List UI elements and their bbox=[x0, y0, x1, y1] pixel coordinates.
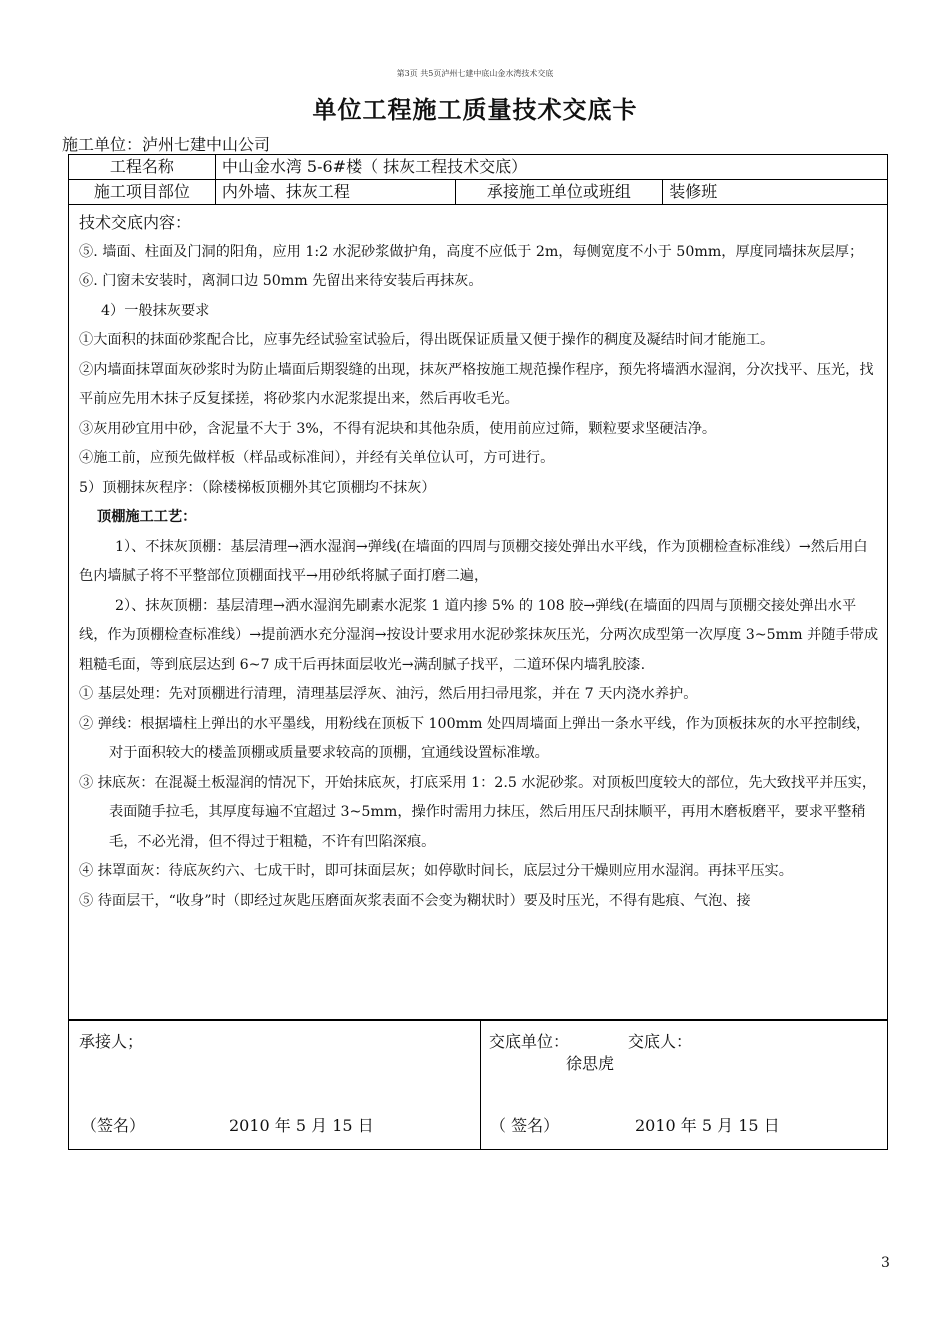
issuer-date: 2010 年 5 月 15 日 bbox=[635, 1116, 780, 1135]
content-line: ④ 抹罩面灰：待底灰约六、七成干时，即可抹面层灰；如停歇时间长，底层过分干燥则应用水湿润。再抹平压实。 bbox=[79, 863, 793, 879]
project-name-value: 中山金水湾 5-6#楼（ 抹灰工程技术交底） bbox=[215, 155, 887, 180]
content-line: ④施工前，应预先做样板（样品或标准间），并经有关单位认可，方可进行。 bbox=[79, 450, 555, 466]
team-label: 承接施工单位或班组 bbox=[455, 180, 663, 205]
header-note: 第3页 共5页泸州七建中底山金水湾技术交底 bbox=[396, 69, 554, 78]
content-line: ⑤ 待面层干，“收身”时（即经过灰匙压磨面灰浆表面不会变为糊状时）要及时压光，不得有匙痕、气泡、接 bbox=[79, 892, 751, 909]
issuer-person-name: 徐思虎 bbox=[566, 1054, 615, 1073]
team-value: 装修班 bbox=[663, 180, 888, 205]
content-line: ⑥. 门窗未安装时，离洞口边 50mm 先留出来待安装后再抹灰。 bbox=[79, 273, 483, 289]
content-line: 2）、抹灰顶棚：基层清理→洒水湿润先刷素水泥浆 1 道内掺 5% 的 108 胶→弹线(在墙面的四周与顶棚交接处弹出水平线，作为顶棚检查标准线）→提前洒水充分湿润→按设计要求用水泥砂浆抹灰压光，分两次成型第一次厚度 3~5mm 并随手带成粗糙毛面，等到底层达到 6~7 成干后再抹面层收光→满刮腻子找平，二道环保内墙乳胶漆. bbox=[79, 597, 879, 673]
construction-unit: 施工单位：泸州七建中山公司 bbox=[62, 135, 271, 154]
page-title: 单位工程施工质量技术交底卡 bbox=[312, 95, 638, 124]
page-number: 3 bbox=[881, 1255, 890, 1271]
part-label: 施工项目部位 bbox=[69, 180, 216, 205]
receiver-date: 2010 年 5 月 15 日 bbox=[229, 1116, 374, 1135]
receiver-sign: （签名） bbox=[81, 1116, 146, 1135]
issuer-sign: （ 签名） bbox=[490, 1116, 560, 1135]
content-heading: 技术交底内容： bbox=[79, 213, 192, 232]
content-line: ② 弹线：根据墙柱上弹出的水平墨线，用粉线在顶板下 100mm 处四周墙面上弹出一条水平线，作为顶板抹灰的水平控制线，对于面积较大的楼盖顶棚或质量要求较高的顶棚，宜通线设置标准墩。 bbox=[79, 715, 871, 761]
table-row bbox=[69, 180, 888, 205]
content-line: 1）、不抹灰顶棚：基层清理→洒水湿润→弹线(在墙面的四周与顶棚交接处弹出水平线，作为顶棚检查标准线）→然后用白色内墙腻子将不平整部位顶棚面找平→用砂纸将腻子面打磨二遍， bbox=[79, 538, 868, 584]
content-line: 4）一般抹灰要求 bbox=[101, 302, 210, 319]
content-subheading: 顶棚施工工艺： bbox=[97, 509, 197, 525]
receiver-cell bbox=[69, 1021, 481, 1149]
content-line: ③灰用砂宜用中砂，含泥量不大于 3%，不得有泥块和其他杂质，使用前应过筛，颗粒要求坚硬洁净。 bbox=[79, 420, 717, 437]
project-name-label: 工程名称 bbox=[69, 155, 216, 180]
issuer-person-label: 交底人： bbox=[628, 1032, 693, 1051]
content-line: ①大面积的抹面砂浆配合比，应事先经试验室试验后，得出既保证质量又便于操作的稠度及凝结时间才能施工。 bbox=[79, 332, 775, 348]
table-row bbox=[69, 155, 888, 180]
issuer-unit-label: 交底单位： bbox=[489, 1032, 570, 1051]
part-value: 内外墙、抹灰工程 bbox=[215, 180, 455, 205]
content-section bbox=[68, 202, 888, 1020]
content-line: 5）顶棚抹灰程序：（除楼梯板顶棚外其它顶棚均不抹灰） bbox=[79, 479, 436, 496]
content-line: ⑤. 墙面、柱面及门洞的阳角，应用 1:2 水泥砂浆做护角，高度不应低于 2m，每侧宽度不小于 50mm，厚度同墙抹灰层厚； bbox=[79, 243, 864, 260]
content-line: ②内墙面抹罩面灰砂浆时为防止墙面后期裂缝的出现，抹灰严格按施工规范操作程序，预先将墙洒水湿润，分次找平、压光，找平前应先用木抹子反复揉搓，将砂浆内水泥浆提出来，然后再收毛光。 bbox=[79, 361, 874, 407]
info-table bbox=[68, 154, 888, 205]
content-line: ① 基层处理：先对顶棚进行清理，清理基层浮灰、油污，然后用扫帚甩浆，并在 7 天内浇水养护。 bbox=[79, 686, 698, 702]
receiver-label: 承接人； bbox=[79, 1032, 144, 1051]
signature-section bbox=[68, 1020, 888, 1150]
issuer-cell bbox=[480, 1021, 887, 1149]
content-line: ③ 抹底灰：在混凝土板湿润的情况下，开始抹底灰，打底采用 1：2.5 水泥砂浆。对顶板凹度较大的部位，先大致找平并压实，表面随手拉毛，其厚度每遍不宜超过 3~5mm，操作时需用力抹压，然后用压尺刮抹顺平，再用木磨板磨平，要求平整稍毛，不必光滑，但不得过于粗糙，不许有凹陷深痕。 bbox=[79, 774, 877, 850]
